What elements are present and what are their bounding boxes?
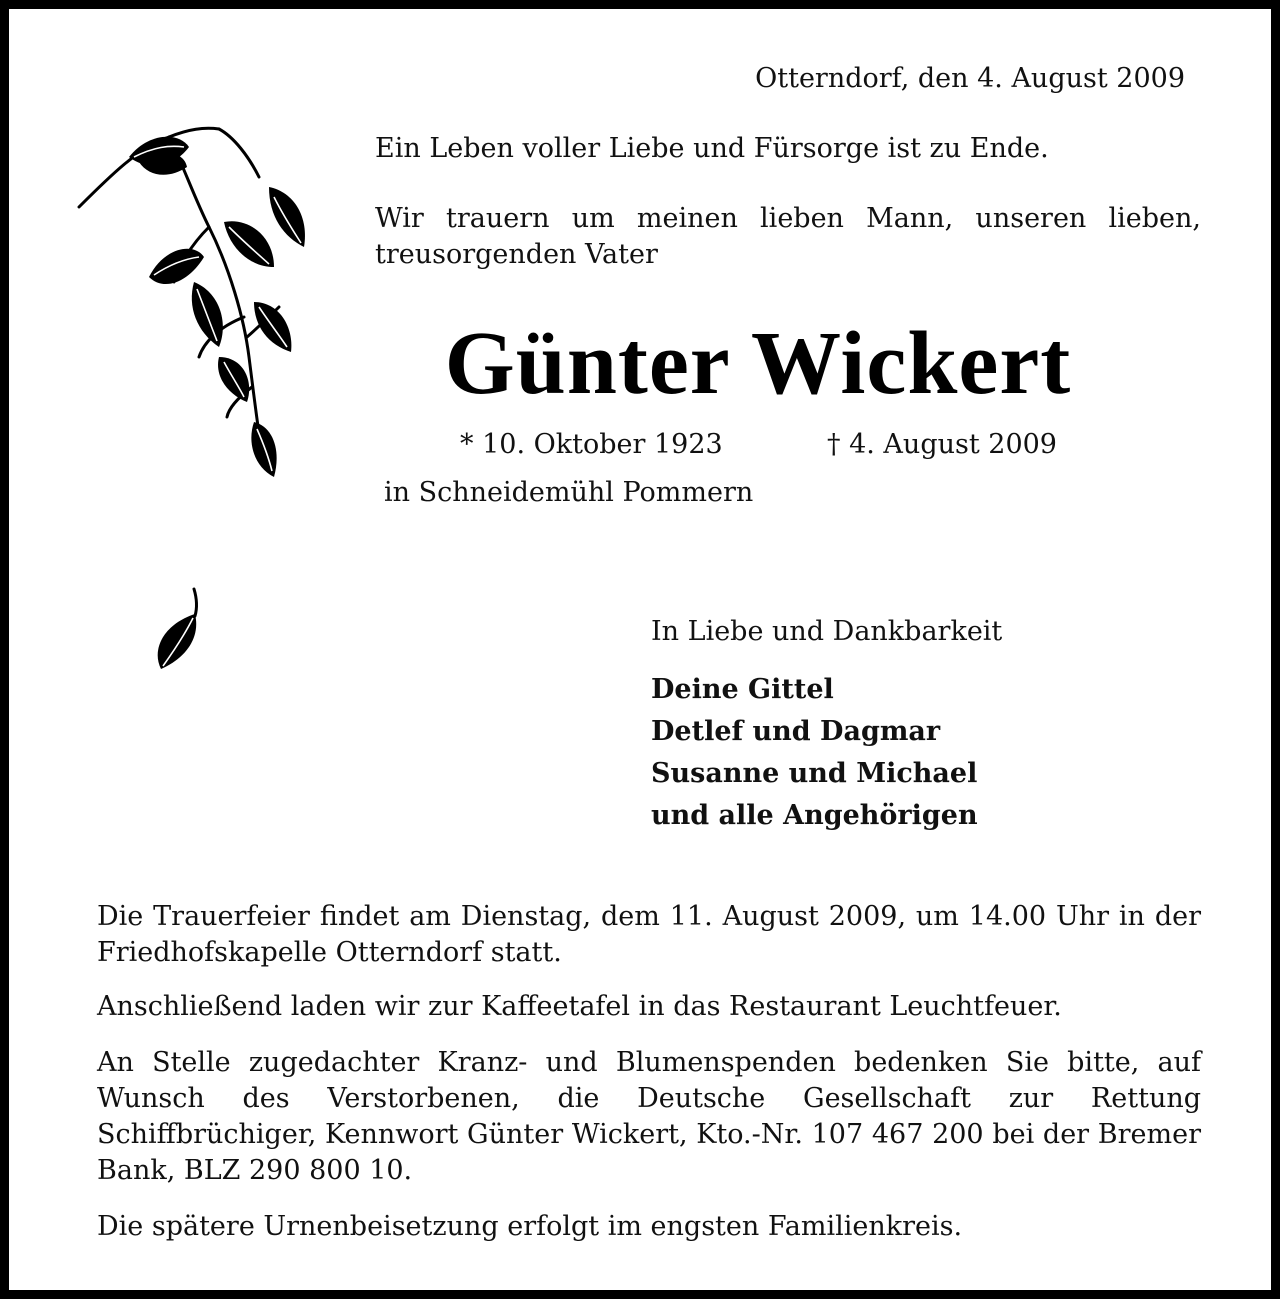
deceased-name: Günter Wickert [444, 314, 1072, 413]
funeral-service-paragraph: Die Trauerfeier findet am Dienstag, dem 11. August 2009, um 14.00 Uhr in der Friedhofskapelle Otterndorf statt. [97, 901, 1201, 968]
family-member: Susanne und Michael [651, 758, 978, 789]
birth-date: * 10. Oktober 1923 [460, 429, 723, 460]
family-member: und alle Angehörigen [651, 800, 978, 831]
thanks-line: In Liebe und Dankbarkeit [651, 616, 1003, 647]
lead-line: Ein Leben voller Liebe und Fürsorge ist zu Ende. [375, 133, 1049, 164]
birch-branch-icon [69, 117, 329, 497]
family-list [651, 669, 978, 837]
falling-leaf-icon [149, 584, 209, 674]
reception-paragraph: Anschließend laden wir zur Kaffeetafel in das Restaurant Leuchtfeuer. [97, 991, 1062, 1022]
donation-paragraph: An Stelle zugedachter Kranz- und Blumenspenden bedenken Sie bitte, auf Wunsch des Verstorbenen, die Deutsche Gesellschaft zur Rettung Schiffbrüchiger, Kennwort Günter Wickert, Kto.-Nr. 107 467 200 bei der Bremer Bank, BLZ 290 800 10. [97, 1047, 1201, 1186]
mourning-statement: Wir trauern um meinen lieben Mann, unseren lieben, treusorgenden Vater [375, 203, 1201, 270]
family-member: Detlef und Dagmar [651, 716, 941, 747]
date-line: Otterndorf, den 4. August 2009 [755, 63, 1185, 94]
birthplace: in Schneidemühl Pommern [384, 477, 754, 508]
family-member: Deine Gittel [651, 674, 834, 705]
death-date: † 4. August 2009 [827, 429, 1057, 460]
burial-paragraph: Die spätere Urnenbeisetzung erfolgt im engsten Familienkreis. [97, 1211, 963, 1242]
